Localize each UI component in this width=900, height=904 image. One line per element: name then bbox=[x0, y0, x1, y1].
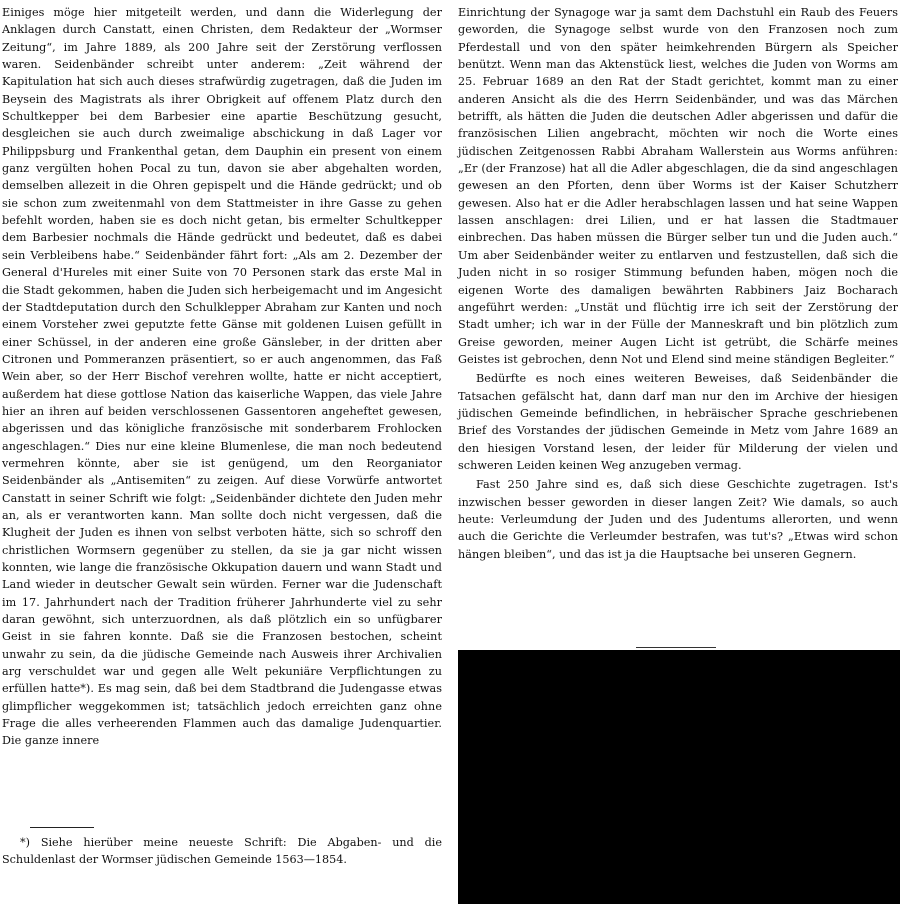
left-column bbox=[2, 4, 442, 750]
footnote-divider bbox=[30, 827, 94, 828]
footnote bbox=[2, 834, 442, 869]
footnote-text: *) Siehe hierüber meine neueste Schrift: Die Abgaben- und die Schuldenlast der Wormser jüdischen Gemeinde 1563—1854. bbox=[2, 836, 442, 867]
right-paragraph-1: Einrichtung der Synagoge war ja samt dem Dachstuhl ein Raub des Feuers geworden, die Synagoge selbst wurde von den Franzosen noch zum Pferdestall und von den später heimkehrenden Bürgern als Speicher benützt. Wenn man das Aktenstück liest, welches die Juden von Worms am 25. Februar 1689 an den Rat der Stadt gerichtet, kommt man zu einer anderen Ansicht als die des Herrn Seidenbänder, und was das Märchen betrifft, als hätten die Juden die deutschen Adler abgerissen und dafür die französischen Lilien angebracht, möchten wir noch die Worte eines jüdischen Zeitgenossen Rabbi Abraham Wallerstein aus Worms anführen: „Er (der Franzose) hat all die Adler abgeschlagen, die da sind angeschlagen gewesen an den Pforten, denn über Worms ist der Kaiser Schutzherr gewesen. Also hat er die Adler herabschlagen lassen und hat seine Wappen lassen anschlagen: drei Lilien, und er hat lassen die Stadtmauer einbrechen. Das haben müssen die Bürger selber tun und die Juden auch.“ Um aber Seidenbänder weiter zu entlarven und festzustellen, daß sich die Juden nicht in so rosiger Stimmung befunden haben, mögen noch die eigenen Worte des damaligen bewährten Rabbiners Jaiz Bocharach angeführt werden: „Unstät und flüchtig irre ich seit der Zerstörung der Stadt umher; ich war in der Fülle der Manneskraft und bin plötzlich zum Greise geworden, meiner Augen Licht ist getrübt, die Schärfe meines Geistes ist gebrochen, denn Not und Elend sind meine ständigen Begleiter.“ bbox=[458, 6, 898, 366]
right-paragraph-3: Fast 250 Jahre sind es, daß sich diese Geschichte zugetragen. Ist's inzwischen besser geworden in dieser langen Zeit? Wie damals, so auch heute: Verleumdung der Juden und des Judentums allerorten, und wenn auch die Gerichte die Verleumder bestrafen, was tut's? „Etwas wird schon hängen bleiben“, und das ist ja die Hauptsache bei unseren Gegnern. bbox=[458, 478, 898, 561]
right-column bbox=[458, 4, 898, 563]
left-paragraph-1: Einiges möge hier mitgeteilt werden, und dann die Widerlegung der Anklagen durch Canstatt, einen Christen, dem Redakteur der „Wormser Zeitung“, im Jahre 1889, als 200 Jahre seit der Zerstörung verflossen waren. Seidenbänder schreibt unter anderem: „Zeit während der Kapitulation hat sich auch dieses strafwürdig zugetragen, daß die Juden im Beysein des Magistrats als ihrer Obrigkeit auf offenem Platz durch den Schultkepper bei dem Barbesier eine apartie Beschützung gesucht, desgleichen sie auch durch zweimalige abschickung in daß Lager vor Philippsburg und Frankenthal getan, dem Dauphin ein present von einem ganz vergülten hohen Pocal zu tun, davon sie aber abgehalten worden, demselben allezeit in die Ohren gepispelt und die Hände gedrückt; und ob sie schon zum zweitenmahl von dem Stattmeister in ihre Gasse zu gehen befehlt worden, haben sie es doch nicht getan, bis ermelter Schultkepper dem Barbesier nochmals die Hände gedrückt und bedeutet, daß es dabei sein Verbleibens habe.“ Seidenbänder fährt fort: „Als am 2. Dezember der General d'Hureles mit einer Suite von 70 Personen stark das erste Mal in die Stadt gekommen, haben die Juden sich herbeigemacht und im Angesicht der Stadtdeputation durch den Schulklepper Abraham zur Kanten und noch einem Vorsteher zwei geputzte fette Gänse mit goldenen Luisen gefüllt in einer Schüssel, in der anderen eine große Gänsleber, in der dritten aber Citronen und Pommeranzen präsentiert, so er auch angenommen, das Faß Wein aber, so der Herr Bischof verehren wollte, hatte er nicht acceptiert, außerdem hat diese gottlose Nation das kaiserliche Wappen, das viele Jahre hier an ihren auf beiden verschlossenen Gassentoren angeheftet gewesen, abgerissen und das königliche französische mit sonderbarem Frohlocken angeschlagen.“ Dies nur eine kleine Blumenlese, die man noch bedeutend vermehren könnte, aber sie ist genügend, um den Reorganiator Seidenbänder als „Antisemiten“ zu zeigen. Auf diese Vorwürfe antwortet Canstatt in seiner Schrift wie folgt: „Seidenbänder dichtete den Juden mehr an, als er verantworten kann. Man sollte doch nicht vergessen, daß die Klugheit der Juden es ihnen von selbst verboten hätte, sich so schroff den christlichen Wormsern gegenüber zu stellen, da sie ja gar nicht wissen konnten, wie lange die französische Okkupation dauern und wann Stadt und Land wieder in deutscher Gewalt sein würden. Ferner war die Judenschaft im 17. Jahrhundert nach der Tradition früherer Jahrhunderte viel zu sehr daran gewöhnt, sich unterzuordnen, als daß plötzlich ein so unfügbarer Geist in sie fahren konnte. Daß sie die Franzosen bestochen, scheint unwahr zu sein, da die jüdische Gemeinde nach Ausweis ihrer Archivalien arg verschuldet war und gegen alle Welt pekuniäre Verpflichtungen zu erfüllen hatte*). Es mag sein, daß bei dem Stadtbrand die Judengasse etwas glimpflicher weggekommen ist; tatsächlich jedoch erreichten ganz ohne Frage die alles verheerenden Flammen auch das damalige Judenquartier. Die ganze innere bbox=[2, 6, 442, 748]
right-paragraph-2: Bedürfte es noch eines weiteren Beweises, daß Seidenbänder die Tatsachen gefälscht hat, dann darf man nur den im Archive der hiesigen jüdischen Gemeinde befindlichen, in hebräischer Sprache geschriebenen Brief des Vorstandes der jüdischen Gemeinde in Metz vom Jahre 1689 an den hiesigen Vorstand lesen, der leider für Milderung der vielen und schweren Leiden keinen Weg anzugeben vermag. bbox=[458, 372, 898, 472]
redacted-black-area bbox=[458, 650, 900, 904]
article-end-divider bbox=[636, 647, 716, 648]
